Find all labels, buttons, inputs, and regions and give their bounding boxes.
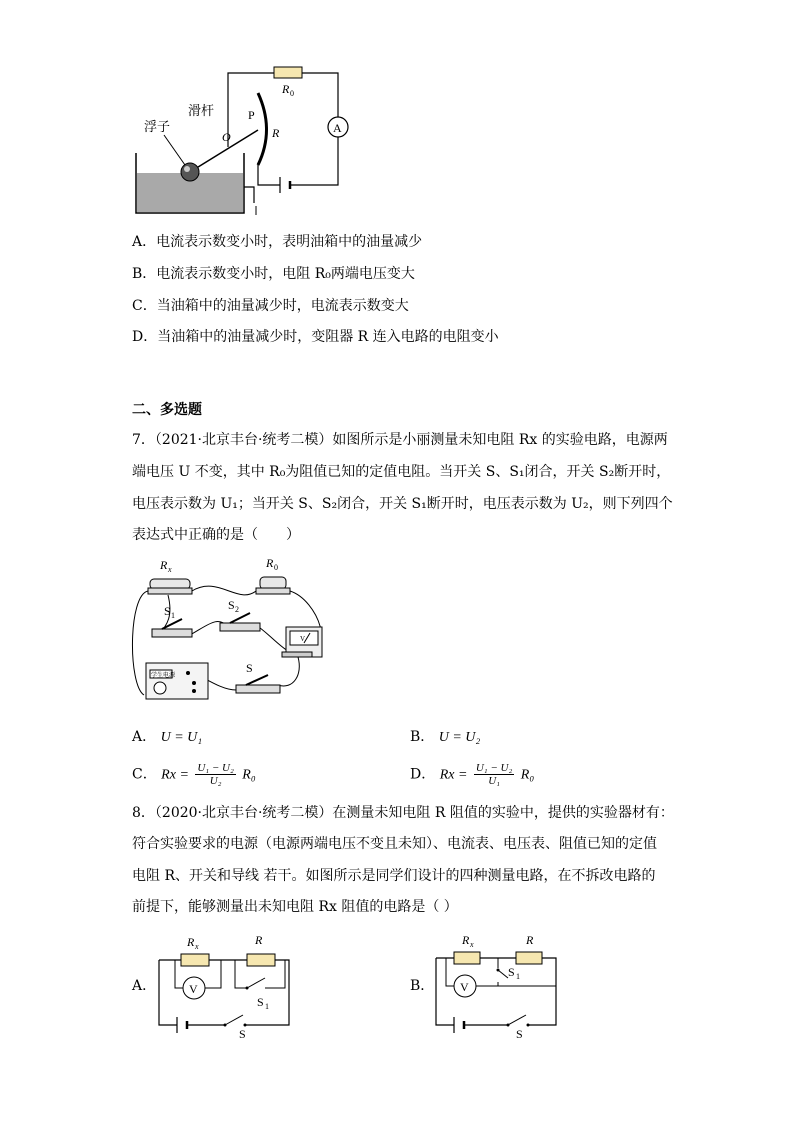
svg-text:R: R: [526, 933, 534, 947]
svg-text:V: V: [460, 980, 469, 994]
q7-line-4: 表达式中正确的是（ ）: [132, 527, 300, 543]
q8-line-2: 符合实验要求的电源（电源两端电压不变且未知）、电流表、电压表、阻值已知的定值: [132, 836, 657, 852]
q8-line-4: 前提下，能够测量出未知电阻 Rx 阻值的电路是（ ）: [132, 899, 458, 915]
svg-text:P: P: [248, 108, 255, 122]
q8-circuit-b: [432, 930, 562, 1040]
r0-resistor: [274, 67, 302, 78]
svg-text:S: S: [246, 661, 253, 675]
q6-option-c: C．当油箱中的油量减少时，电流表示数变大: [132, 298, 409, 314]
q7-circuit-figure: [128, 555, 338, 710]
svg-text:R: R: [187, 935, 195, 949]
r0-label: R: [282, 82, 290, 96]
float-ball-icon: [181, 163, 199, 181]
svg-text:滑杆: 滑杆: [188, 103, 215, 118]
svg-text:浮子: 浮子: [144, 119, 171, 134]
svg-text:x: x: [470, 940, 474, 949]
svg-text:1: 1: [516, 972, 520, 981]
q7-option-b: B． U = U₂: [410, 729, 481, 745]
q7-line-2: 端电压 U 不变，其中 R₀为阻值已知的定值电阻。当开关 S、S₁闭合，开关 S₂断开时，: [132, 464, 671, 480]
svg-text:R: R: [272, 126, 280, 140]
q8-line-1: 8．（2020·北京丰台·统考二模）在测量未知电阻 R 阻值的实验中，提供的实验器材有：: [132, 805, 674, 821]
power-supply-icon: [146, 663, 208, 699]
svg-text:0: 0: [274, 563, 278, 572]
svg-text:x: x: [168, 565, 172, 574]
fuel-gauge-figure: [130, 55, 360, 225]
svg-text:2: 2: [235, 605, 239, 614]
svg-text:R: R: [160, 558, 168, 572]
svg-text:R: R: [266, 556, 274, 570]
svg-text:O: O: [222, 130, 231, 144]
q7-option-c: C． Rx = $\frac{\text{U₁ − U₂}}{\text{U₂}}$ R₀: [132, 762, 256, 787]
q8-option-b-letter: B．: [410, 978, 435, 994]
svg-text:x: x: [195, 942, 199, 951]
svg-text:R: R: [255, 933, 263, 947]
svg-text:1: 1: [171, 611, 175, 620]
q7-option-a: A． U = U₁: [132, 729, 203, 745]
svg-text:S: S: [164, 604, 171, 618]
q8-line-3: 电阻 R、开关和导线 若干。如图所示是同学们设计的四种测量电路，在不拆改电路的: [132, 868, 656, 884]
q8-circuit-a: [155, 930, 295, 1040]
svg-text:R: R: [462, 933, 470, 947]
svg-text:1: 1: [265, 1002, 269, 1011]
q7-option-d: D． Rx = $\frac{\text{U₁ − U₂}}{\text{U₁}}$ R₀: [410, 762, 535, 787]
section-title: 二、多选题: [132, 402, 202, 418]
svg-text:S: S: [228, 598, 235, 612]
q6-option-d: D．当油箱中的油量减少时，变阻器 R 连入电路的电阻变小: [132, 329, 499, 345]
q6-option-a: A．电流表示数变小时，表明油箱中的油量减少: [132, 234, 423, 250]
svg-text:S: S: [508, 965, 515, 979]
svg-text:S: S: [516, 1027, 523, 1040]
svg-text:0: 0: [290, 89, 294, 98]
svg-text:V: V: [189, 982, 198, 996]
svg-text:学生电源: 学生电源: [151, 673, 176, 679]
svg-text:S: S: [239, 1027, 246, 1040]
q7-line-3: 电压表示数为 U₁；当开关 S、S₂闭合，开关 S₁断开时，电压表示数为 U₂，则下列四个: [132, 496, 673, 512]
q6-option-b: B．电流表示数变小时，电阻 R₀两端电压变大: [132, 266, 415, 282]
svg-text:S: S: [257, 995, 264, 1009]
q8-option-a-letter: A．: [132, 978, 157, 994]
q7-line-1: 7．（2021·北京丰台·统考二模）如图所示是小丽测量未知电阻 Rx 的实验电路，电源两: [132, 432, 668, 448]
svg-text:A: A: [333, 121, 342, 135]
svg-text:V: V: [300, 635, 306, 643]
